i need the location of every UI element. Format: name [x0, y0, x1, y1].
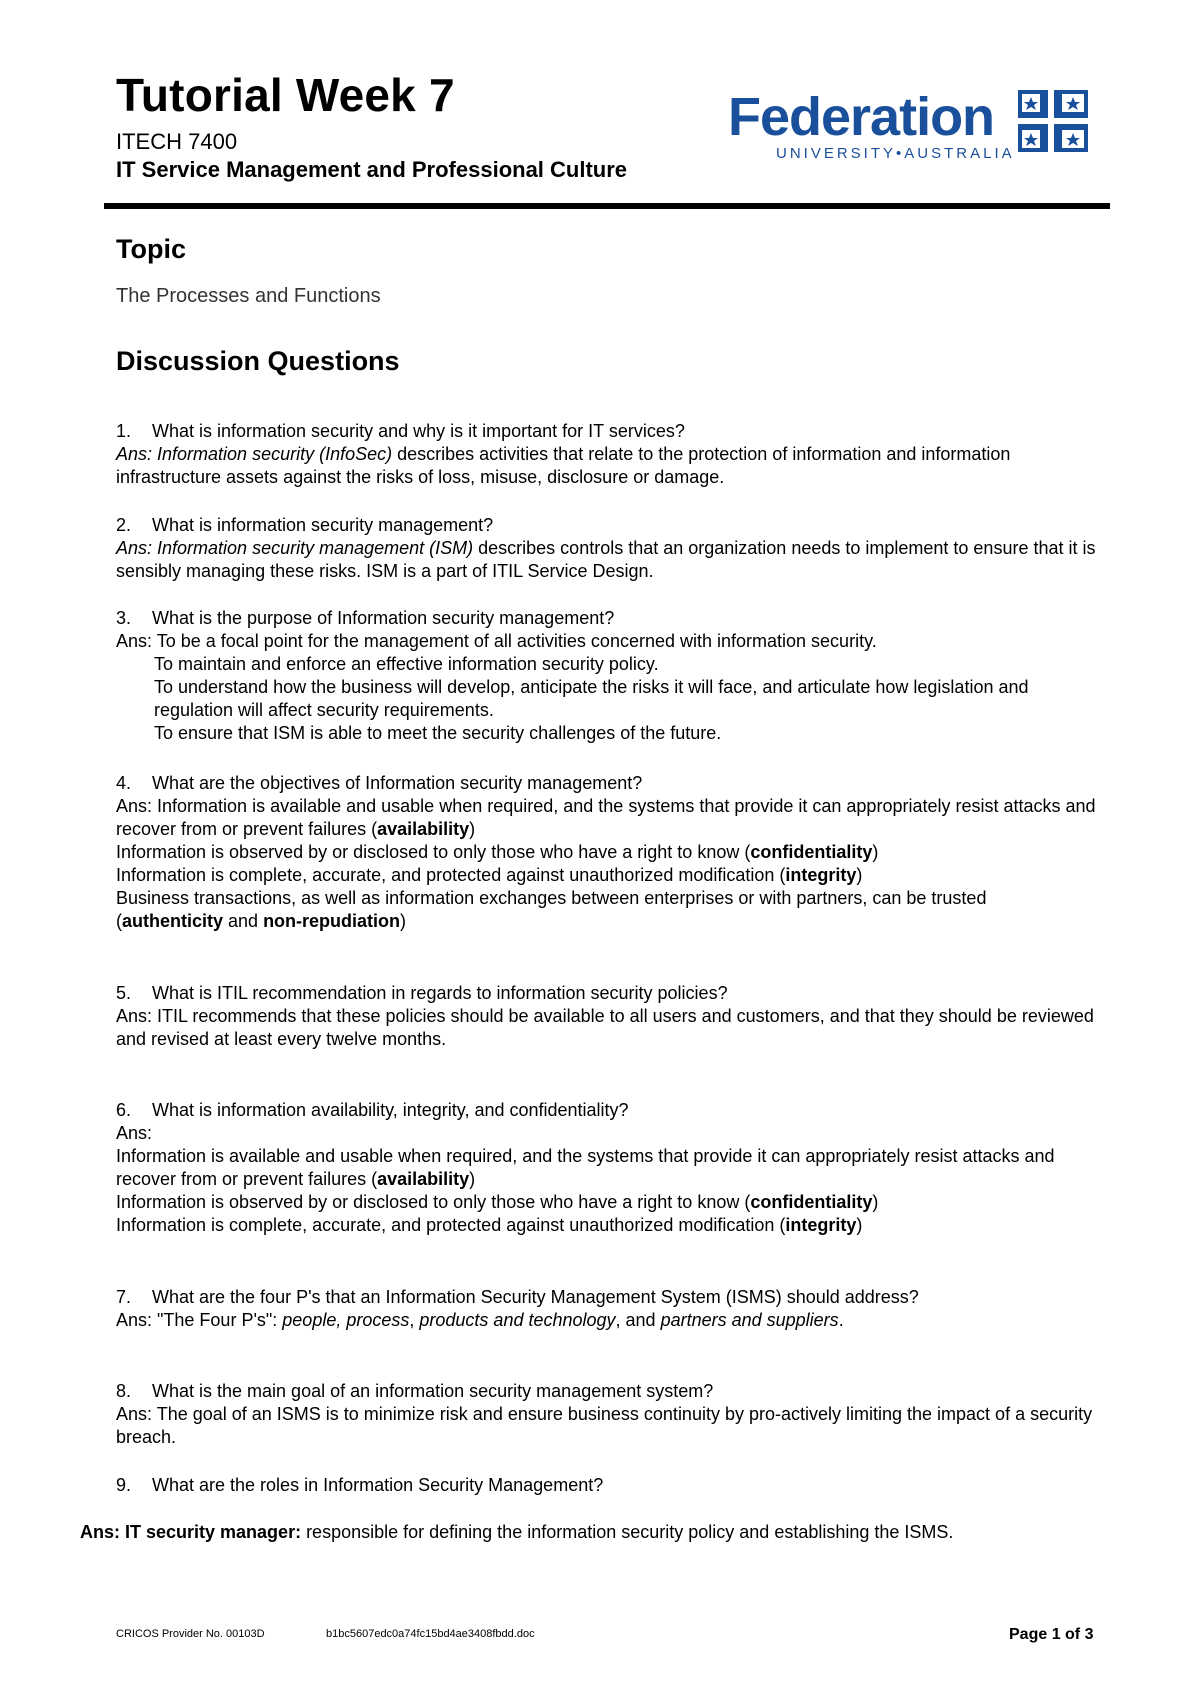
course-code: ITECH 7400 [116, 129, 238, 154]
answer-text: Business transactions, as well as information exchanges between enterprises or with partners, can be trusted ( [116, 888, 987, 931]
question-3 [116, 607, 1096, 745]
answer-line: To ensure that ISM is able to meet the security challenges of the future. [154, 723, 722, 743]
question-number: 9. [116, 1475, 132, 1495]
answer-text: and [223, 911, 264, 931]
answer-term: partners and suppliers [660, 1310, 839, 1330]
answer-keyword: availability [377, 1169, 470, 1189]
answer-role: Ans: IT security manager: [80, 1522, 302, 1542]
answer-text: Ans: ITIL recommends that these policies should be available to all users and customers, and that they should be reviewed and revised at least every twelve months. [116, 1006, 1094, 1049]
answer-text: . [838, 1310, 844, 1330]
question-text: What are the roles in Information Security Management? [152, 1475, 604, 1495]
discussion-heading: Discussion Questions [116, 346, 400, 376]
southern-cross-flag-icon [1018, 90, 1088, 152]
question-number: 7. [116, 1287, 132, 1307]
answer-text: Ans: "The Four P's": [116, 1310, 283, 1330]
answer-text: Information is observed by or disclosed to only those who have a right to know ( [116, 1192, 751, 1212]
page-number: Page 1 of 3 [1009, 1626, 1094, 1643]
topic-text: The Processes and Functions [116, 285, 381, 307]
answer-text: Information is observed by or disclosed to only those who have a right to know ( [116, 842, 751, 862]
question-5 [116, 982, 1096, 1051]
question-6 [116, 1099, 1096, 1237]
answer-line: To understand how the business will develop, anticipate the risks it will face, and articulate how legislation and regulation will affect security requirements. [154, 677, 1029, 720]
paren: ) [872, 1192, 879, 1212]
answer-text: Information is complete, accurate, and protected against unauthorized modification ( [116, 1215, 786, 1235]
question-1 [116, 420, 1096, 489]
answer-keyword: availability [377, 819, 470, 839]
page-title: Tutorial Week 7 [116, 69, 455, 121]
logo-wordmark: Federation [728, 87, 995, 147]
paren: ) [872, 842, 879, 862]
paren: ) [856, 1215, 863, 1235]
course-name: IT Service Management and Professional Culture [116, 157, 628, 182]
question-number: 3. [116, 608, 132, 628]
answer-keyword: integrity [785, 1215, 857, 1235]
question-number: 4. [116, 773, 132, 793]
answer-keyword: confidentiality [750, 1192, 873, 1212]
question-9-answer [80, 1521, 1140, 1544]
answer-line: Ans: To be a focal point for the management of all activities concerned with information security. [116, 631, 877, 651]
question-text: What are the four P's that an Information Security Management System (ISMS) should address? [152, 1287, 919, 1307]
question-7 [116, 1286, 1096, 1332]
answer-text: describes activities that relate to the protection of information and information infrastructure assets against the risks of loss, misuse, disclosure or damage. [116, 444, 1011, 487]
answer-text: describes controls that an organization needs to implement to ensure that it is sensibly managing these risks. ISM is a part of ITIL Service Design. [116, 538, 1096, 581]
question-number: 5. [116, 983, 132, 1003]
answer-term: Ans: Information security (InfoSec) [116, 444, 393, 464]
answer-text: Ans: The goal of an ISMS is to minimize risk and ensure business continuity by pro-actively limiting the impact of a security breach. [116, 1404, 1093, 1447]
answer-text: responsible for defining the information security policy and establishing the ISMS. [301, 1522, 954, 1542]
answer-line: To maintain and enforce an effective information security policy. [154, 654, 659, 674]
question-number: 8. [116, 1381, 132, 1401]
answer-term: Ans: Information security management (ISM) [116, 538, 474, 558]
question-text: What is ITIL recommendation in regards to information security policies? [152, 983, 728, 1003]
answer-text: Ans: Information is available and usable when required, and the systems that provide it can appropriately resist attacks and recover from or prevent failures ( [116, 796, 1096, 839]
answer-term: products and technology [419, 1310, 616, 1330]
answer-text: Information is complete, accurate, and protected against unauthorized modification ( [116, 865, 786, 885]
question-number: 1. [116, 421, 132, 441]
question-8 [116, 1380, 1096, 1449]
answer-term: people, process [282, 1310, 410, 1330]
answer-keyword: confidentiality [750, 842, 873, 862]
question-9 [116, 1474, 1096, 1497]
question-4 [116, 772, 1096, 933]
answer-keyword: authenticity [122, 911, 224, 931]
document-filename: b1bc5607edc0a74fc15bd4ae3408fbdd.doc [326, 1628, 535, 1640]
logo-subtitle: UNIVERSITY•AUSTRALIA [776, 145, 1015, 162]
federation-logo [728, 87, 1088, 162]
header-divider [104, 203, 1110, 209]
paren: ) [400, 911, 407, 931]
answer-keyword: non-repudiation [263, 911, 401, 931]
answer-text: , [409, 1310, 420, 1330]
answer-keyword: integrity [785, 865, 857, 885]
question-text: What are the objectives of Information security management? [152, 773, 643, 793]
question-text: What is information security and why is it important for IT services? [152, 421, 685, 441]
question-text: What is information availability, integrity, and confidentiality? [152, 1100, 629, 1120]
question-number: 2. [116, 515, 132, 535]
paren: ) [856, 865, 863, 885]
paren: ) [469, 1169, 476, 1189]
answer-text: Information is available and usable when required, and the systems that provide it can appropriately resist attacks and recover from or prevent failures ( [116, 1146, 1055, 1189]
question-text: What is the main goal of an information security management system? [152, 1381, 714, 1401]
answer-label: Ans: [116, 1123, 153, 1143]
question-text: What is information security management? [152, 515, 494, 535]
question-2 [116, 514, 1096, 583]
paren: ) [469, 819, 476, 839]
topic-heading: Topic [116, 234, 186, 264]
question-number: 6. [116, 1100, 132, 1120]
question-text: What is the purpose of Information security management? [152, 608, 615, 628]
answer-text: , and [615, 1310, 661, 1330]
cricos-provider: CRICOS Provider No. 00103D [116, 1628, 265, 1640]
